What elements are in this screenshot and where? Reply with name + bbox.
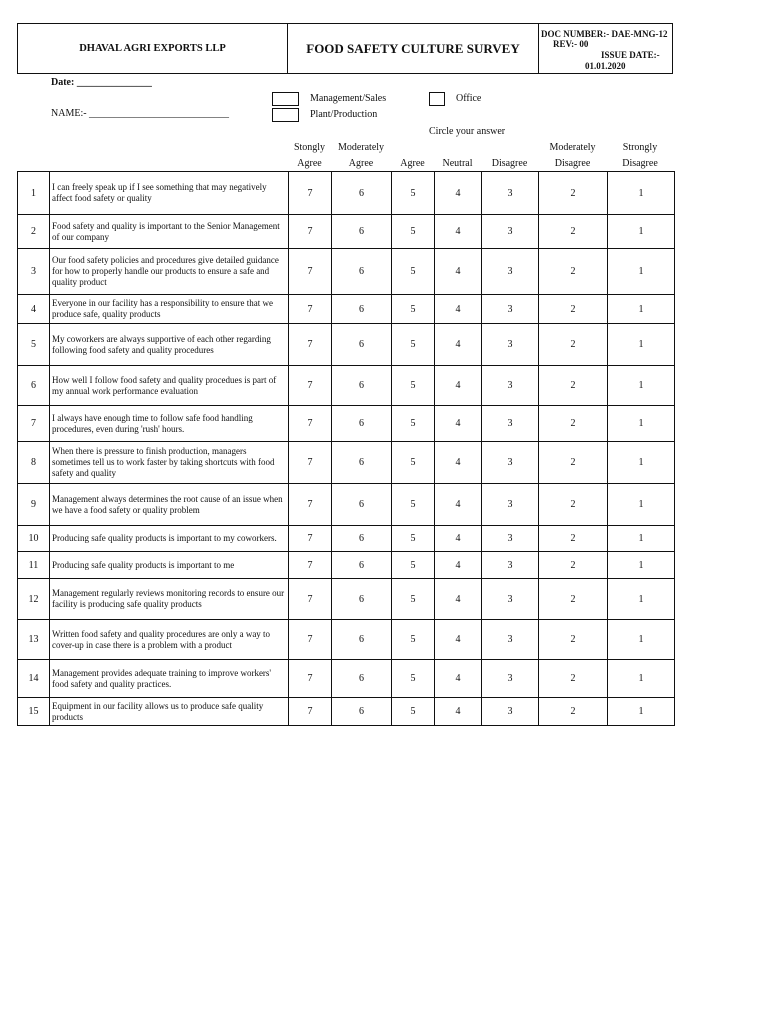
score-option-3[interactable]: 3 [482,215,539,249]
score-option-4[interactable]: 4 [435,366,482,406]
score-option-1[interactable]: 1 [608,172,675,215]
score-option-7[interactable]: 7 [289,484,332,526]
score-option-4[interactable]: 4 [435,579,482,620]
question-number: 10 [18,526,50,552]
score-option-1[interactable]: 1 [608,249,675,295]
score-option-5[interactable]: 5 [392,552,435,579]
score-option-5[interactable]: 5 [392,442,435,484]
score-option-7[interactable]: 7 [289,526,332,552]
score-option-1[interactable]: 1 [608,698,675,726]
header-neutral: Neutral [442,158,473,169]
score-option-1[interactable]: 1 [608,579,675,620]
score-option-4[interactable]: 4 [435,660,482,698]
score-option-7[interactable]: 7 [289,215,332,249]
score-option-2[interactable]: 2 [539,660,608,698]
score-option-7[interactable]: 7 [289,620,332,660]
question-text: Food safety and quality is important to the Senior Management of our company [50,215,289,249]
question-number: 13 [18,620,50,660]
score-option-3[interactable]: 3 [482,442,539,484]
question-number: 4 [18,295,50,324]
question-number: 3 [18,249,50,295]
score-option-4[interactable]: 4 [435,406,482,442]
question-number: 1 [18,172,50,215]
score-option-2[interactable]: 2 [539,406,608,442]
score-option-5[interactable]: 5 [392,366,435,406]
revision: REV:- 00 [553,39,589,49]
score-option-4[interactable]: 4 [435,484,482,526]
score-option-1[interactable]: 1 [608,215,675,249]
score-option-4[interactable]: 4 [435,620,482,660]
score-option-2[interactable]: 2 [539,698,608,726]
circle-answer-note: Circle your answer [429,126,506,137]
survey-table [17,171,675,726]
question-number: 7 [18,406,50,442]
score-option-4[interactable]: 4 [435,698,482,726]
document-title: FOOD SAFETY CULTURE SURVEY [288,24,539,73]
issue-date-label: ISSUE DATE:- [601,50,660,60]
score-option-7[interactable]: 7 [289,249,332,295]
question-text: My coworkers are always supportive of each other regarding following food safety and quality procedures [50,324,289,366]
doc-number: DOC NUMBER:- DAE-MNG-12 [541,29,668,39]
table-row [18,324,675,366]
score-option-6[interactable]: 6 [332,620,392,660]
score-option-3[interactable]: 3 [482,324,539,366]
issue-date: 01.01.2020 [585,61,626,71]
score-option-7[interactable]: 7 [289,552,332,579]
score-option-3[interactable]: 3 [482,552,539,579]
score-option-3[interactable]: 3 [482,484,539,526]
header-moderately-agree-line2: Agree [348,158,374,169]
score-option-2[interactable]: 2 [539,324,608,366]
score-option-5[interactable]: 5 [392,579,435,620]
question-number: 11 [18,552,50,579]
score-option-2[interactable]: 2 [539,172,608,215]
plant-production-label: Plant/Production [310,109,378,120]
score-option-5[interactable]: 5 [392,660,435,698]
question-text: Management provides adequate training to improve workers' food safety and quality practices. [50,660,289,698]
table-row [18,526,675,552]
office-label: Office [456,93,482,104]
score-option-1[interactable]: 1 [608,295,675,324]
plant-production-checkbox[interactable] [272,108,299,122]
score-option-4[interactable]: 4 [435,442,482,484]
score-option-1[interactable]: 1 [608,660,675,698]
table-row [18,366,675,406]
table-row [18,295,675,324]
score-option-3[interactable]: 3 [482,660,539,698]
score-option-6[interactable]: 6 [332,172,392,215]
question-text: Management regularly reviews monitoring records to ensure our facility is producing safe quality products [50,579,289,620]
score-option-3[interactable]: 3 [482,295,539,324]
question-text: I can freely speak up if I see something that may negatively affect food safety or quality [50,172,289,215]
score-option-5[interactable]: 5 [392,249,435,295]
table-row [18,698,675,726]
table-row [18,579,675,620]
question-number: 5 [18,324,50,366]
score-option-6[interactable]: 6 [332,406,392,442]
score-option-2[interactable]: 2 [539,526,608,552]
question-number: 12 [18,579,50,620]
score-option-3[interactable]: 3 [482,366,539,406]
score-option-3[interactable]: 3 [482,579,539,620]
score-option-6[interactable]: 6 [332,552,392,579]
score-option-7[interactable]: 7 [289,324,332,366]
header-strongly-agree-line1: Stongly [293,142,326,153]
question-text: Equipment in our facility allows us to produce safe quality products [50,698,289,726]
header-disagree: Disagree [491,158,528,169]
score-option-5[interactable]: 5 [392,406,435,442]
score-option-7[interactable]: 7 [289,579,332,620]
table-row [18,620,675,660]
score-option-7[interactable]: 7 [289,442,332,484]
score-option-2[interactable]: 2 [539,620,608,660]
score-option-7[interactable]: 7 [289,660,332,698]
score-option-4[interactable]: 4 [435,295,482,324]
score-option-5[interactable]: 5 [392,324,435,366]
score-option-4[interactable]: 4 [435,172,482,215]
header-agree: Agree [400,158,425,169]
question-text: Producing safe quality products is important to my coworkers. [50,526,289,552]
score-option-5[interactable]: 5 [392,698,435,726]
score-option-5[interactable]: 5 [392,295,435,324]
score-option-1[interactable]: 1 [608,620,675,660]
table-row [18,172,675,215]
score-option-7[interactable]: 7 [289,698,332,726]
score-option-2[interactable]: 2 [539,366,608,406]
score-option-2[interactable]: 2 [539,552,608,579]
score-option-6[interactable]: 6 [332,660,392,698]
score-option-1[interactable]: 1 [608,526,675,552]
question-text: How well I follow food safety and quality procedues is part of my annual work performance evaluation [50,366,289,406]
score-option-3[interactable]: 3 [482,249,539,295]
score-option-3[interactable]: 3 [482,406,539,442]
header-strongly-agree [288,140,331,172]
score-option-1[interactable]: 1 [608,442,675,484]
score-option-3[interactable]: 3 [482,698,539,726]
question-text: Written food safety and quality procedures are only a way to cover-up in case there is a problem with a product [50,620,289,660]
question-number: 2 [18,215,50,249]
score-option-1[interactable]: 1 [608,552,675,579]
question-text: Our food safety policies and procedures give detailed guidance for how to properly handle our products to ensure a safe and quality product [50,249,289,295]
question-number: 6 [18,366,50,406]
question-text: Management always determines the root cause of an issue when we have a food safety or quality problem [50,484,289,526]
score-option-1[interactable]: 1 [608,324,675,366]
score-option-1[interactable]: 1 [608,484,675,526]
company-name: DHAVAL AGRI EXPORTS LLP [18,24,288,73]
question-number: 8 [18,442,50,484]
document-header [17,23,673,74]
score-option-5[interactable]: 5 [392,620,435,660]
table-row [18,215,675,249]
date-field[interactable]: Date: _______________ [51,77,152,88]
question-text: I always have enough time to follow safe food handling procedures, even during 'rush' hours. [50,406,289,442]
header-strongly-disagree-line2: Disagree [622,158,658,169]
score-option-6[interactable]: 6 [332,484,392,526]
header-strongly-disagree-line1: Strongly [622,142,658,153]
header-moderately-disagree-line2: Disagree [554,158,591,169]
table-row [18,552,675,579]
score-option-5[interactable]: 5 [392,172,435,215]
header-moderately-agree-line1: Moderately [337,142,385,153]
score-option-3[interactable]: 3 [482,620,539,660]
score-option-2[interactable]: 2 [539,579,608,620]
score-option-6[interactable]: 6 [332,249,392,295]
score-option-2[interactable]: 2 [539,249,608,295]
score-option-2[interactable]: 2 [539,442,608,484]
score-option-2[interactable]: 2 [539,215,608,249]
score-option-6[interactable]: 6 [332,295,392,324]
header-moderately-disagree [538,140,607,172]
score-option-5[interactable]: 5 [392,484,435,526]
header-moderately-disagree-line1: Moderately [549,142,596,153]
score-option-6[interactable]: 6 [332,324,392,366]
document-info [539,24,673,73]
table-row [18,484,675,526]
score-option-6[interactable]: 6 [332,215,392,249]
score-option-7[interactable]: 7 [289,172,332,215]
score-option-3[interactable]: 3 [482,172,539,215]
office-checkbox[interactable] [429,92,445,106]
score-option-2[interactable]: 2 [539,295,608,324]
score-option-4[interactable]: 4 [435,526,482,552]
question-number: 15 [18,698,50,726]
table-row [18,442,675,484]
header-strongly-agree-line2: Agree [297,158,322,169]
score-option-6[interactable]: 6 [332,366,392,406]
question-number: 9 [18,484,50,526]
score-option-1[interactable]: 1 [608,366,675,406]
score-option-6[interactable]: 6 [332,698,392,726]
table-row [18,660,675,698]
header-moderately-agree [331,140,391,172]
score-option-4[interactable]: 4 [435,552,482,579]
score-option-3[interactable]: 3 [482,526,539,552]
question-number: 14 [18,660,50,698]
score-option-5[interactable]: 5 [392,526,435,552]
score-option-6[interactable]: 6 [332,442,392,484]
score-option-6[interactable]: 6 [332,579,392,620]
score-option-4[interactable]: 4 [435,215,482,249]
score-option-4[interactable]: 4 [435,324,482,366]
table-row [18,406,675,442]
header-strongly-disagree [607,140,673,172]
name-field[interactable]: NAME:- ____________________________ [51,108,230,119]
score-option-4[interactable]: 4 [435,249,482,295]
question-text: Producing safe quality products is important to me [50,552,289,579]
score-option-1[interactable]: 1 [608,406,675,442]
score-option-2[interactable]: 2 [539,484,608,526]
management-sales-label: Management/Sales [310,93,387,104]
score-option-6[interactable]: 6 [332,526,392,552]
score-option-7[interactable]: 7 [289,295,332,324]
question-text: Everyone in our facility has a responsibility to ensure that we produce safe, quality products [50,295,289,324]
management-sales-checkbox[interactable] [272,92,299,106]
score-option-5[interactable]: 5 [392,215,435,249]
table-row [18,249,675,295]
question-text: When there is pressure to finish production, managers sometimes tell us to work faster by taking shortcuts with food safety and quality [50,442,289,484]
score-option-7[interactable]: 7 [289,366,332,406]
score-option-7[interactable]: 7 [289,406,332,442]
